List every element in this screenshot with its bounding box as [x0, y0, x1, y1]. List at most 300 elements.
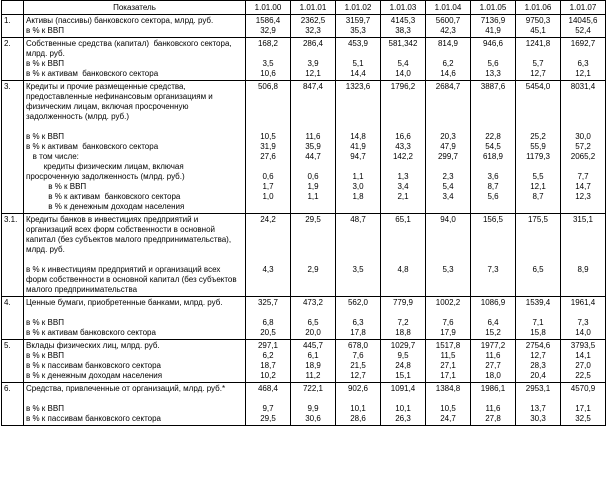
value-cell — [471, 15, 516, 38]
cell-value: 6,2 — [442, 59, 454, 68]
header-date: 1.01.05 — [471, 1, 516, 15]
cell-value: 1086,9 — [480, 298, 506, 307]
cell-value: 779,9 — [392, 298, 414, 307]
cell-value: 902,6 — [347, 384, 369, 393]
cell-value: 6,8 — [262, 318, 274, 327]
cell-value: 5,7 — [532, 59, 544, 68]
value-cell — [471, 297, 516, 340]
header-date: 1.01.00 — [246, 1, 291, 15]
cell-value: 14045,6 — [568, 16, 598, 25]
row-number: 2. — [2, 38, 24, 81]
cell-value: 3,5 — [352, 265, 364, 274]
cell-value: 27,0 — [575, 361, 591, 370]
value-cell — [426, 15, 471, 38]
cell-value: 1,7 — [262, 182, 274, 191]
value-cell — [336, 340, 381, 383]
cell-value: 299,7 — [437, 152, 459, 161]
indicator-label: в % к инвестициям предприятий и организаций всех форм собственности в основной капитал (без субъектов малого предпринимательства — [26, 265, 237, 294]
value-cell — [471, 340, 516, 383]
indicator-label: Кредиты и прочие размещенные средства, предоставленные нефинансовым организациям и физическим лицам, включая просроченную задолженность (млрд. руб.) — [26, 82, 213, 121]
value-cell — [381, 383, 426, 426]
cell-value: 6,4 — [487, 318, 499, 327]
cell-value: 28,3 — [530, 361, 546, 370]
indicator-label: Ценные бумаги, приобретенные банками, млрд. руб. — [26, 298, 223, 307]
row-indicator — [24, 15, 246, 38]
cell-value: 7,1 — [532, 318, 544, 327]
row-indicator — [24, 340, 246, 383]
value-cell — [246, 15, 291, 38]
cell-value: 9750,3 — [525, 16, 551, 25]
cell-value: 3887,6 — [480, 82, 506, 91]
cell-value: 1,3 — [397, 172, 409, 181]
cell-value: 14,1 — [575, 351, 591, 360]
indicator-label: в % к ВВП — [26, 318, 64, 327]
value-cell — [336, 38, 381, 81]
cell-value: 11,6 — [485, 404, 501, 413]
row-indicator — [24, 81, 246, 214]
cell-value: 2,3 — [442, 172, 454, 181]
cell-value: 24,7 — [440, 414, 456, 423]
table-row — [2, 383, 606, 426]
cell-value: 1,1 — [352, 172, 364, 181]
value-cell — [471, 81, 516, 214]
value-cell — [426, 214, 471, 297]
cell-value: 17,8 — [350, 328, 366, 337]
cell-value: 15,8 — [530, 328, 546, 337]
cell-value: 1,8 — [352, 192, 364, 201]
cell-value: 3793,5 — [570, 341, 596, 350]
cell-value: 24,2 — [260, 215, 276, 224]
cell-value: 1,1 — [307, 192, 319, 201]
indicator-label: Средства, привлеченные от организаций, млрд. руб.* — [26, 384, 226, 393]
cell-value: 3,4 — [442, 192, 454, 201]
cell-value: 4,8 — [397, 265, 409, 274]
cell-value: 175,5 — [527, 215, 549, 224]
value-cell — [561, 38, 606, 81]
indicator-label: в % к ВВП — [26, 182, 87, 191]
cell-value: 35,3 — [350, 26, 366, 35]
row-indicator — [24, 297, 246, 340]
cell-value: 7,6 — [442, 318, 454, 327]
cell-value: 94,7 — [350, 152, 366, 161]
cell-value: 32,5 — [575, 414, 591, 423]
cell-value: 168,2 — [257, 39, 279, 48]
cell-value: 11,2 — [305, 371, 321, 380]
cell-value: 15,1 — [395, 371, 411, 380]
cell-value: 10,5 — [260, 132, 276, 141]
cell-value: 10,2 — [260, 371, 276, 380]
indicator-label: в % к ВВП — [26, 132, 64, 141]
cell-value: 5,6 — [487, 192, 499, 201]
header-number — [2, 1, 24, 15]
cell-value: 5,5 — [532, 172, 544, 181]
value-cell — [561, 297, 606, 340]
cell-value: 14,8 — [350, 132, 366, 141]
cell-value: 10,5 — [440, 404, 456, 413]
cell-value: 445,7 — [302, 341, 324, 350]
header-date: 1.01.04 — [426, 1, 471, 15]
cell-value: 325,7 — [257, 298, 279, 307]
cell-value: 1,0 — [262, 192, 274, 201]
cell-value: 1517,8 — [435, 341, 461, 350]
value-cell — [246, 297, 291, 340]
cell-value: 3,9 — [307, 59, 319, 68]
value-cell — [336, 81, 381, 214]
cell-value: 473,2 — [302, 298, 324, 307]
cell-value: 7136,9 — [480, 16, 506, 25]
cell-value: 1692,7 — [570, 39, 596, 48]
value-cell — [516, 340, 561, 383]
cell-value: 21,5 — [350, 361, 366, 370]
indicator-label: в % к активам банковского сектора — [26, 192, 181, 201]
cell-value: 17,9 — [440, 328, 456, 337]
cell-value: 9,5 — [397, 351, 409, 360]
cell-value: 12,7 — [530, 69, 546, 78]
cell-value: 17,1 — [440, 371, 456, 380]
table-header-row — [2, 1, 606, 15]
cell-value: 1323,6 — [345, 82, 371, 91]
value-cell — [426, 340, 471, 383]
value-cell — [336, 214, 381, 297]
cell-value: 54,5 — [485, 142, 501, 151]
indicator-label: Собственные средства (капитал) банковского сектора, млрд. руб. — [26, 39, 232, 58]
value-cell — [516, 383, 561, 426]
cell-value: 14,0 — [395, 69, 411, 78]
cell-value: 18,8 — [395, 328, 411, 337]
cell-value: 8,7 — [487, 182, 499, 191]
cell-value: 5,4 — [442, 182, 454, 191]
cell-value: 27,6 — [260, 152, 276, 161]
cell-value: 1977,2 — [480, 341, 506, 350]
value-cell — [426, 81, 471, 214]
cell-value: 8031,4 — [570, 82, 596, 91]
row-number: 5. — [2, 340, 24, 383]
value-cell — [291, 38, 336, 81]
cell-value: 48,7 — [350, 215, 366, 224]
indicator-label: в % к денежным доходам населения — [26, 371, 163, 380]
value-cell — [561, 214, 606, 297]
cell-value: 7,6 — [352, 351, 364, 360]
indicator-label: в % к денежным доходам населения — [26, 202, 185, 211]
cell-value: 30,6 — [305, 414, 321, 423]
cell-value: 2754,6 — [525, 341, 551, 350]
cell-value: 31,9 — [260, 142, 276, 151]
cell-value: 28,6 — [350, 414, 366, 423]
row-indicator — [24, 214, 246, 297]
cell-value: 581,342 — [388, 39, 418, 48]
indicator-label: в % к ВВП — [26, 59, 64, 68]
indicator-label: в % к ВВП — [26, 404, 64, 413]
cell-value: 16,6 — [395, 132, 411, 141]
cell-value: 2362,5 — [300, 16, 326, 25]
header-date: 1.01.02 — [336, 1, 381, 15]
value-cell — [336, 15, 381, 38]
cell-value: 55,9 — [530, 142, 546, 151]
cell-value: 20,0 — [305, 328, 321, 337]
value-cell — [426, 383, 471, 426]
cell-value: 6,3 — [352, 318, 364, 327]
value-cell — [291, 81, 336, 214]
banking-sector-table — [1, 0, 606, 426]
cell-value: 2065,2 — [570, 152, 596, 161]
cell-value: 15,2 — [485, 328, 501, 337]
cell-value: 14,7 — [575, 182, 591, 191]
cell-value: 12,3 — [575, 192, 591, 201]
cell-value: 814,9 — [437, 39, 459, 48]
value-cell — [291, 15, 336, 38]
header-date: 1.01.07 — [561, 1, 606, 15]
value-cell — [381, 38, 426, 81]
cell-value: 27,7 — [485, 361, 501, 370]
cell-value: 14,0 — [575, 328, 591, 337]
value-cell — [561, 15, 606, 38]
row-number: 6. — [2, 383, 24, 426]
cell-value: 453,9 — [347, 39, 369, 48]
cell-value: 43,3 — [395, 142, 411, 151]
value-cell — [516, 81, 561, 214]
indicator-label: в % к пассивам банковского сектора — [26, 361, 161, 370]
cell-value: 2,9 — [307, 265, 319, 274]
row-number: 3.1. — [2, 214, 24, 297]
cell-value: 1029,7 — [390, 341, 416, 350]
cell-value: 65,1 — [395, 215, 411, 224]
indicator-label: в % к ВВП — [26, 26, 64, 35]
cell-value: 6,3 — [577, 59, 589, 68]
cell-value: 12,1 — [575, 69, 591, 78]
cell-value: 5,1 — [352, 59, 364, 68]
cell-value: 18,7 — [260, 361, 276, 370]
value-cell — [426, 38, 471, 81]
cell-value: 1,9 — [307, 182, 319, 191]
value-cell — [381, 81, 426, 214]
table-row — [2, 15, 606, 38]
row-number: 4. — [2, 297, 24, 340]
cell-value: 32,3 — [305, 26, 321, 35]
table-row — [2, 297, 606, 340]
cell-value: 14,6 — [440, 69, 456, 78]
cell-value: 1002,2 — [435, 298, 461, 307]
cell-value: 41,9 — [485, 26, 501, 35]
cell-value: 22,8 — [485, 132, 501, 141]
cell-value: 42,3 — [440, 26, 456, 35]
indicator-label: Активы (пассивы) банковского сектора, млрд. руб. — [26, 16, 214, 25]
value-cell — [471, 214, 516, 297]
cell-value: 18,9 — [305, 361, 321, 370]
value-cell — [246, 38, 291, 81]
cell-value: 94,0 — [440, 215, 456, 224]
cell-value: 8,7 — [532, 192, 544, 201]
cell-value: 29,5 — [305, 215, 321, 224]
cell-value: 27,8 — [485, 414, 501, 423]
cell-value: 468,4 — [257, 384, 279, 393]
cell-value: 20,3 — [440, 132, 456, 141]
indicator-label: в % к ВВП — [26, 351, 64, 360]
value-cell — [291, 297, 336, 340]
cell-value: 5600,7 — [435, 16, 461, 25]
cell-value: 0,6 — [307, 172, 319, 181]
header-date: 1.01.03 — [381, 1, 426, 15]
row-indicator — [24, 383, 246, 426]
cell-value: 13,7 — [530, 404, 546, 413]
cell-value: 286,4 — [302, 39, 324, 48]
value-cell — [246, 383, 291, 426]
indicator-label: Кредиты банков в инвестициях предприятий и организаций всех форм собственности в основной капитал (без субъектов малого предпринимательства), млрд. руб. — [26, 215, 232, 254]
value-cell — [336, 383, 381, 426]
cell-value: 10,6 — [260, 69, 276, 78]
cell-value: 44,7 — [305, 152, 321, 161]
cell-value: 4145,3 — [390, 16, 416, 25]
cell-value: 618,9 — [482, 152, 504, 161]
cell-value: 5,4 — [397, 59, 409, 68]
indicator-label: в % к активам банковского сектора — [26, 328, 156, 337]
cell-value: 1986,1 — [480, 384, 506, 393]
cell-value: 57,2 — [575, 142, 591, 151]
cell-value: 35,9 — [305, 142, 321, 151]
cell-value: 2684,7 — [435, 82, 461, 91]
cell-value: 946,6 — [482, 39, 504, 48]
value-cell — [291, 214, 336, 297]
cell-value: 10,1 — [395, 404, 411, 413]
value-cell — [426, 297, 471, 340]
cell-value: 1539,4 — [525, 298, 551, 307]
cell-value: 8,9 — [577, 265, 589, 274]
table-body — [2, 15, 606, 426]
value-cell — [246, 81, 291, 214]
cell-value: 142,2 — [392, 152, 414, 161]
table-row — [2, 38, 606, 81]
cell-value: 6,1 — [307, 351, 319, 360]
cell-value: 4,3 — [262, 265, 274, 274]
cell-value: 7,7 — [577, 172, 589, 181]
cell-value: 20,5 — [260, 328, 276, 337]
cell-value: 2,1 — [397, 192, 409, 201]
cell-value: 20,4 — [530, 371, 546, 380]
cell-value: 17,1 — [575, 404, 591, 413]
cell-value: 6,5 — [532, 265, 544, 274]
cell-value: 3,6 — [487, 172, 499, 181]
cell-value: 24,8 — [395, 361, 411, 370]
cell-value: 506,8 — [257, 82, 279, 91]
cell-value: 41,9 — [350, 142, 366, 151]
cell-value: 6,2 — [262, 351, 274, 360]
cell-value: 10,1 — [350, 404, 366, 413]
cell-value: 9,7 — [262, 404, 274, 413]
value-cell — [291, 340, 336, 383]
cell-value: 7,2 — [397, 318, 409, 327]
row-number: 3. — [2, 81, 24, 214]
value-cell — [381, 15, 426, 38]
cell-value: 26,3 — [395, 414, 411, 423]
cell-value: 12,1 — [530, 182, 546, 191]
indicator-label: кредиты физическим лицам, включая просроченную задолженность (млрд. руб.) — [26, 162, 185, 181]
header-date: 1.01.06 — [516, 1, 561, 15]
cell-value: 47,9 — [440, 142, 456, 151]
cell-value: 11,6 — [485, 351, 501, 360]
row-number: 1. — [2, 15, 24, 38]
cell-value: 7,3 — [577, 318, 589, 327]
cell-value: 1586,4 — [255, 16, 281, 25]
cell-value: 5,6 — [487, 59, 499, 68]
header-date: 1.01.01 — [291, 1, 336, 15]
cell-value: 12,1 — [305, 69, 321, 78]
row-indicator — [24, 38, 246, 81]
cell-value: 22,5 — [575, 371, 591, 380]
value-cell — [471, 383, 516, 426]
cell-value: 156,5 — [482, 215, 504, 224]
cell-value: 6,5 — [307, 318, 319, 327]
cell-value: 18,0 — [485, 371, 501, 380]
table-row — [2, 81, 606, 214]
cell-value: 2953,1 — [525, 384, 551, 393]
cell-value: 5,3 — [442, 265, 454, 274]
value-cell — [381, 297, 426, 340]
value-cell — [516, 38, 561, 81]
cell-value: 678,0 — [347, 341, 369, 350]
cell-value: 1796,2 — [390, 82, 416, 91]
indicator-label: в том числе: — [26, 152, 79, 161]
cell-value: 12,7 — [350, 371, 366, 380]
value-cell — [561, 340, 606, 383]
cell-value: 1384,8 — [435, 384, 461, 393]
value-cell — [516, 297, 561, 340]
table-row — [2, 340, 606, 383]
cell-value: 30,0 — [575, 132, 591, 141]
cell-value: 30,3 — [530, 414, 546, 423]
cell-value: 3,4 — [397, 182, 409, 191]
table-row — [2, 214, 606, 297]
cell-value: 5454,0 — [525, 82, 551, 91]
cell-value: 38,3 — [395, 26, 411, 35]
cell-value: 1241,8 — [525, 39, 551, 48]
header-indicator: Показатель — [24, 1, 246, 15]
cell-value: 25,2 — [530, 132, 546, 141]
cell-value: 3159,7 — [345, 16, 371, 25]
cell-value: 315,1 — [572, 215, 594, 224]
value-cell — [516, 214, 561, 297]
cell-value: 45,1 — [530, 26, 546, 35]
cell-value: 0,6 — [262, 172, 274, 181]
value-cell — [291, 383, 336, 426]
value-cell — [561, 383, 606, 426]
indicator-label: в % к пассивам банковского сектора — [26, 414, 161, 423]
cell-value: 3,0 — [352, 182, 364, 191]
cell-value: 847,4 — [302, 82, 324, 91]
cell-value: 562,0 — [347, 298, 369, 307]
indicator-label: в % к активам банковского сектора — [26, 142, 159, 151]
cell-value: 9,9 — [307, 404, 319, 413]
indicator-label: Вклады физических лиц, млрд. руб. — [26, 341, 160, 350]
cell-value: 1179,3 — [526, 152, 550, 161]
cell-value: 3,5 — [262, 59, 274, 68]
cell-value: 297,1 — [257, 341, 279, 350]
cell-value: 12,7 — [530, 351, 546, 360]
cell-value: 11,5 — [440, 351, 456, 360]
value-cell — [561, 81, 606, 214]
value-cell — [471, 38, 516, 81]
indicator-label: в % к активам банковского сектора — [26, 69, 159, 78]
cell-value: 1961,4 — [570, 298, 596, 307]
cell-value: 1091,4 — [390, 384, 416, 393]
value-cell — [246, 340, 291, 383]
cell-value: 7,3 — [487, 265, 499, 274]
value-cell — [516, 15, 561, 38]
value-cell — [381, 214, 426, 297]
value-cell — [381, 340, 426, 383]
value-cell — [336, 297, 381, 340]
cell-value: 4570,9 — [570, 384, 596, 393]
cell-value: 52,4 — [575, 26, 591, 35]
value-cell — [246, 214, 291, 297]
